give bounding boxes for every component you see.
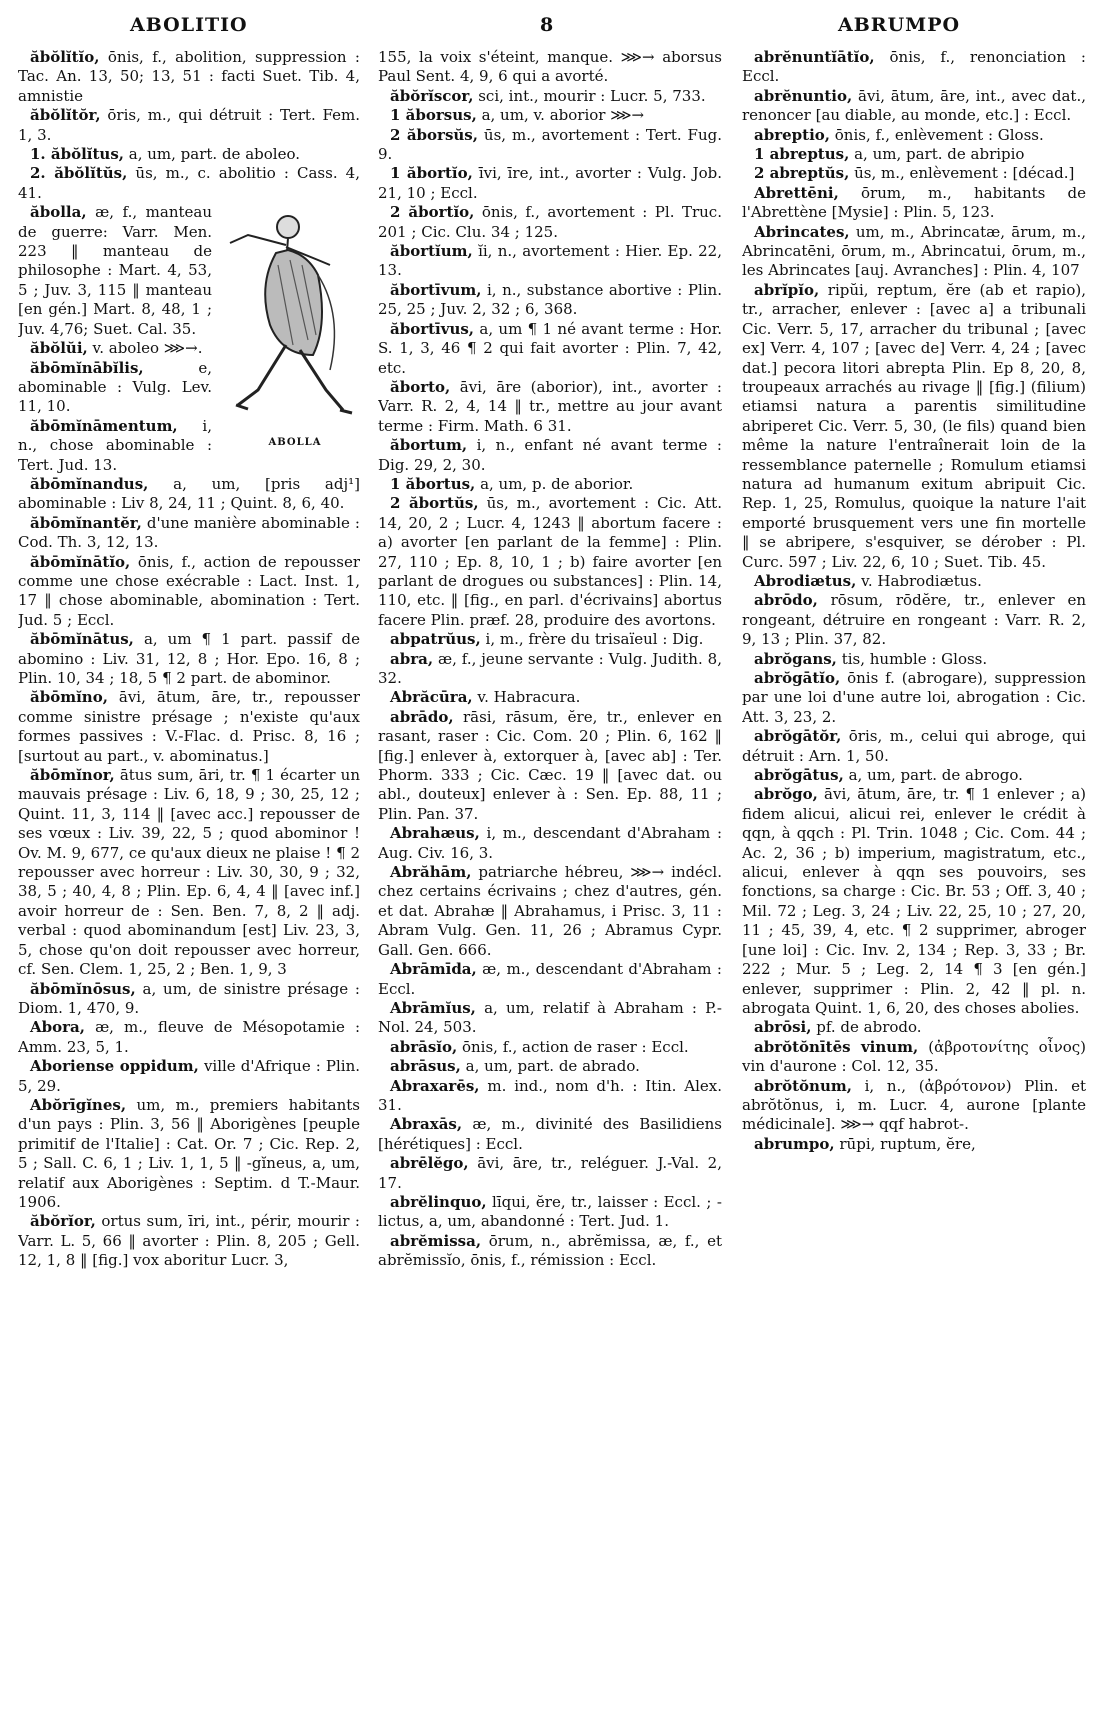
entry-headword: ăbōmĭnantĕr, xyxy=(30,513,142,532)
dictionary-entry xyxy=(378,242,722,281)
entry-definition: ūs, m., avortement : Tert. Fug. 9. xyxy=(378,125,722,164)
entry-headword: Abrāmīda, xyxy=(390,960,477,979)
dictionary-entry xyxy=(378,475,722,494)
entry-definition: ōnis, f., renonciation : Eccl. xyxy=(742,48,1086,86)
entry-definition: ville d'Afrique : Plin. 5, 29. xyxy=(18,1057,360,1095)
entry-definition: æ, m., descendant d'Abraham : Eccl. xyxy=(378,960,722,998)
entry-definition: ōnis, f., action de raser : Eccl. xyxy=(461,1037,689,1056)
entry-headword: abrāsus, xyxy=(390,1057,461,1076)
entry-definition: m. ind., nom d'h. : Itin. Alex. 31. xyxy=(378,1076,722,1114)
entry-headword: abrŏtŏnītēs vinum, xyxy=(754,1037,919,1056)
abolla-figure xyxy=(218,205,360,453)
entry-definition: æ, f., jeune servante : Vulg. Judith. 8, 32. xyxy=(378,649,722,687)
entry-headword: Abraxarēs, xyxy=(390,1076,480,1095)
dictionary-entry xyxy=(18,145,360,164)
entry-headword: ăbōmĭnābĭlis, xyxy=(30,358,144,377)
entry-definition: i, n., chose abominable : Tert. Jud. 13. xyxy=(18,416,212,474)
dictionary-entry xyxy=(742,126,1086,145)
entry-headword: Abrincates, xyxy=(754,222,850,241)
entry-definition: ūs, m., enlèvement : [décad.] xyxy=(854,164,1075,183)
entry-definition: um, m., Abrincatæ, ārum, m., Abrincatēni, ōrum, m., Abrincatui, ōrum, m., les Abrincates [auj. Avranches] : Plin. 4, 107 xyxy=(742,222,1086,280)
entry-definition: i, n., enfant né avant terme : Dig. 29, 2, 30. xyxy=(378,436,722,474)
entry-definition: um, m., premiers habitants d'un pays : Plin. 3, 56 ‖ Aborigènes [peuple primitif de l'Italie] : Cat. Or. 7 ; Cic. Rep. 2, 5 ; Sall. C. 6, 1 ; Liv. 1, 1, 5 ‖ -gĭneus, a, um, relatif aux Aborigènes : Septim. d T.-Maur. 1906. xyxy=(18,1095,360,1211)
dictionary-entry xyxy=(18,475,360,514)
dictionary-entry xyxy=(742,48,1086,87)
entry-headword: 1 abreptus, xyxy=(754,145,850,164)
dictionary-entry xyxy=(742,727,1086,766)
entry-headword: Abrettēni, xyxy=(754,183,839,202)
column-2 xyxy=(378,48,722,1728)
entry-definition: v. Habracura. xyxy=(477,688,581,707)
entry-definition: ōris, m., qui détruit : Tert. Fem. 1, 3. xyxy=(18,106,360,144)
dictionary-entry xyxy=(742,1018,1086,1037)
entry-definition: ōnis, f., abolition, suppression : Tac. An. 13, 50; 13, 51 : facti Suet. Tib. 4, amnistie xyxy=(18,48,360,105)
dictionary-entry xyxy=(378,688,722,707)
entry-headword: ăbōmĭnōsus, xyxy=(30,979,136,998)
entry-definition: sci, int., mourir : Lucr. 5, 733. xyxy=(478,86,706,105)
entry-headword: abrŏgātĭo, xyxy=(754,669,841,687)
entry-definition: a, um ¶ 1 part. passif de abomino : Liv. 31, 12, 8 ; Hor. Epo. 16, 8 ; Plin. 10, 34 ; 18, 5 ¶ 2 part. de abominor. xyxy=(18,630,360,687)
entry-headword: abreptio, xyxy=(754,125,830,144)
dictionary-entry xyxy=(378,630,722,649)
entry-headword: abrōsi, xyxy=(754,1018,812,1037)
dictionary-entry xyxy=(378,1038,722,1057)
entry-headword: abrumpo, xyxy=(754,1134,835,1153)
dictionary-entry xyxy=(378,164,722,203)
entry-definition: ōris, m., celui qui abroge, qui détruit : Arn. 1, 50. xyxy=(742,727,1086,765)
entry-definition: līqui, ĕre, tr., laisser : Eccl. ; -lictus, a, um, abandonné : Tert. Jud. 1. xyxy=(378,1192,722,1231)
entry-definition: æ, m., fleuve de Mésopotamie : Amm. 23, 5, 1. xyxy=(18,1018,360,1056)
entry-definition: ortus sum, īri, int., périr, mourir : Varr. L. 5, 66 ‖ avorter : Plin. 8, 205 ; Gell. 12, 1, 8 ‖ [fig.] vox aboritur Lucr. 3, xyxy=(18,1212,360,1270)
dictionary-entry xyxy=(742,669,1086,727)
entry-headword: ăbortīvus, xyxy=(390,319,475,338)
entry-headword: Abora, xyxy=(30,1018,85,1037)
dictionary-entry xyxy=(742,145,1086,164)
entry-definition: a, um, part. de abripio xyxy=(854,145,1025,164)
dictionary-entry xyxy=(378,48,722,87)
entry-headword: ăbōmĭnātĭo, xyxy=(30,552,131,571)
dictionary-entry xyxy=(378,378,722,436)
page-header xyxy=(0,10,1100,44)
dictionary-entry xyxy=(378,1115,722,1154)
entry-headword: 2 ăbortĭo, xyxy=(390,203,475,222)
entry-headword: abrĭpĭo, xyxy=(754,280,820,299)
entry-headword: abpatrŭus, xyxy=(390,630,481,649)
entry-headword: abra, xyxy=(390,649,434,668)
entry-definition: ōnis f. (abrogare), suppression par une loi d'une autre loi, abrogation : Cic. Att. 3, 23, 2. xyxy=(742,669,1086,726)
entry-definition: a, um, part. de abrado. xyxy=(465,1057,640,1076)
entry-headword: 1. ăbŏlĭtus, xyxy=(30,145,124,164)
entry-definition: (ἀβροτονίτης οἶνος) vin d'aurone : Col. 12, 35. xyxy=(742,1037,1086,1076)
dictionary-entry xyxy=(378,708,722,824)
entry-definition: ripŭi, reptum, ĕre (ab et rapio), tr., arracher, enlever : [avec a] a tribunali Cic. Verr. 5, 17, arracher du tribunal ; [avec ex] Verr. 4, 107 ; [avec de] Verr. 4, 24 ; [avec dat.] pecora litori abrepta Plin. Ep 8, 20, 8, troupeaux arrachés au rivage ‖ [fig.] (filium) etiamsi natura a parentis similitudine abriperet Cic. Verr. 5, 30, (le fils) quand bien même la nature l'entraînerait loin de la ressemblance paternelle ; Romulum etiamsi natura ad humanum exitum abripuit Cic. Rep. 1, 25, Romulus, quoique la nature l'ait emporté brusquement vers une fin mortelle ‖ se abripere, s'esquiver, se dérober : Pl. Curc. 597 ; Liv. 22, 6, 10 ; Suet. Tib. 45. xyxy=(742,280,1086,571)
entry-definition: a, um, [pris adj¹] abominable : Liv 8, 24, 11 ; Quint. 8, 6, 40. xyxy=(18,474,360,513)
entry-definition: d'une manière abominable : Cod. Th. 3, 12, 13. xyxy=(18,513,360,552)
entry-definition: a, um, part. de abrogo. xyxy=(848,766,1023,785)
dictionary-entry xyxy=(742,1038,1086,1077)
dictionary-entry xyxy=(742,184,1086,223)
entry-headword: ăbolla, xyxy=(30,203,87,222)
entry-definition: e, abominable : Vulg. Lev. 11, 10. xyxy=(18,358,212,416)
dictionary-entry xyxy=(742,785,1086,1018)
page-number: 8 xyxy=(540,14,555,36)
entry-headword: ăbortīvum, xyxy=(390,280,482,299)
entry-headword: Aboriense oppidum, xyxy=(30,1057,199,1076)
entry-headword: Abrahæus, xyxy=(390,824,480,843)
entry-definition: rāsi, rāsum, ĕre, tr., enlever en rasant, raser : Cic. Com. 20 ; Plin. 6, 162 ‖ [fig.] enlever à, extorquer à, [avec ab] : Ter. Phorm. 333 ; Cic. Cæc. 19 ‖ [avec dat. ou abl., douteux] enlever à : Sen. Ep. 88, 11 ; Plin. Pan. 37. xyxy=(378,707,722,823)
entry-definition: a, um, v. aborior ⋙→ xyxy=(481,106,645,125)
entry-definition: īvi, īre, int., avorter : Vulg. Job. 21, 10 ; Eccl. xyxy=(378,164,722,202)
entry-definition: æ, f., manteau de guerre: Varr. Men. 223 ‖ manteau de philosophe : Mart. 4, 53, 5 ; Juv. 3, 115 ‖ manteau [en gén.] Mart. 8, 48, 1 ; Juv. 4,76; Suet. Cal. 35. xyxy=(18,203,212,338)
dictionary-entry xyxy=(378,863,722,960)
entry-headword: ăbŏrĭscor, xyxy=(390,86,474,105)
entry-definition: āvi, ātum, āre, int., avec dat., renoncer [au diable, au monde, etc.] : Eccl. xyxy=(742,86,1086,125)
entry-headword: abrōdo, xyxy=(754,591,818,610)
entry-definition: a, um, part. de aboleo. xyxy=(128,145,300,164)
dictionary-entry xyxy=(18,553,360,631)
entry-headword: abrāsĭo, xyxy=(390,1037,458,1056)
dictionary-entry xyxy=(378,960,722,999)
entry-definition: rūpi, ruptum, ĕre, xyxy=(839,1134,976,1153)
dictionary-entry xyxy=(18,688,360,766)
column-1 xyxy=(18,48,360,1728)
column-3 xyxy=(742,48,1086,1728)
entry-definition: æ, m., divinité des Basilidiens [hérétiques] : Eccl. xyxy=(378,1115,722,1153)
entry-definition: i, m., frère du trisaïeul : Dig. xyxy=(485,630,704,649)
entry-headword: ăbōmĭnor, xyxy=(30,766,115,785)
entry-headword: 2 ăbortŭs, xyxy=(390,494,479,513)
dictionary-entry xyxy=(378,106,722,125)
entry-headword: 2 abreptŭs, xyxy=(754,164,850,183)
entry-definition: patriarche hébreu, ⋙→ indécl. chez certains écrivains ; chez d'autres, gén. et dat. Abrahæ ‖ Abrahamus, i Prisc. 3, 11 : Abram Vulg. Gen. 11, 26 ; Abramus Cypr. Gall. Gen. 666. xyxy=(378,863,722,959)
entry-definition: rōsum, rōdĕre, tr., enlever en rongeant, détruire en rongeant : Varr. R. 2, 9, 13 ; Plin. 37, 82. xyxy=(742,591,1086,649)
entry-definition: ūs, m., avortement : Cic. Att. 14, 20, 2 ; Lucr. 4, 1243 ‖ abortum facere : a) avorter [en parlant de la femme] : Plin. 27, 110 ; Ep. 8, 10, 1 ; b) faire avorter [en parlant de drogues ou substances] : Plin. 14, 110, etc. ‖ [fig., en parl. d'écrivains] abortus facere Plin. præf. 28, produire des avortons. xyxy=(378,494,722,629)
entry-headword: abrĕmissa, xyxy=(390,1231,482,1250)
entry-headword: ăbōmĭno, xyxy=(30,688,108,707)
entry-definition: a, um, relatif à Abraham : P.-Nol. 24, 503. xyxy=(378,998,722,1037)
dictionary-entry xyxy=(18,514,360,553)
entry-definition: āvi, ātum, āre, tr. ¶ 1 enlever ; a) fidem alicui, alicui rei, enlever le crédit à qqn, à qqch : Pl. Trin. 1048 ; Cic. Com. 44 ; Ac. 2, 36 ; b) imperium, magistratum, etc., alicui, enlever à qqn ses pouvoirs, ses fonctions, sa charge : Cic. Br. 53 ; Off. 3, 40 ; Mil. 72 ; Leg. 3, 24 ; Liv. 22, 25, 10 ; 27, 20, 11 ; 45, 39, 4, etc. ¶ 2 supprimer, abroger [une loi] : Cic. Inv. 2, 134 ; Rep. 3, 33 ; Br. 222 ; Mur. 5 ; Leg. 2, 14 ¶ 3 [en gén.] enlever, supprimer : Plin. 2, 42 ‖ pl. n. abrogata Quint. 1, 6, 20, des choses abolies. xyxy=(742,785,1086,1017)
dictionary-entry xyxy=(18,1096,360,1212)
entry-headword: ăbŏlĭtŏr, xyxy=(30,106,101,125)
dictionary-entry xyxy=(378,1193,722,1232)
entry-headword: ăbŏlĭtĭo, xyxy=(30,48,100,66)
dictionary-entry xyxy=(378,320,722,378)
dictionary-entry xyxy=(18,164,360,203)
dictionary-entry xyxy=(18,630,360,688)
entry-headword: ăbŏlŭi, xyxy=(30,339,88,358)
entry-headword: abrādo, xyxy=(390,707,454,726)
entry-definition: ōrum, n., abrĕmissa, æ, f., et abrĕmissĭo, ōnis, f., rémission : Eccl. xyxy=(378,1231,722,1270)
entry-definition: i, m., descendant d'Abraham : Aug. Civ. 16, 3. xyxy=(378,824,722,862)
dictionary-entry xyxy=(378,1057,722,1076)
dictionary-entry xyxy=(18,980,360,1019)
entry-definition: ūs, m., c. abolitio : Cass. 4, 41. xyxy=(18,164,360,202)
entry-headword: abrēlĕgo, xyxy=(390,1154,469,1173)
entry-headword: ăbōmĭnandus, xyxy=(30,474,149,493)
entry-definition: i, n., (ἀβρότονον) Plin. et abrŏtŏnus, i, m. Lucr. 4, aurone [plante médicinale]. ⋙→ qqf habrot-. xyxy=(742,1076,1086,1134)
entry-definition: āvi, āre (aborior), int., avorter : Varr. R. 2, 4, 14 ‖ tr., mettre au jour avant terme : Firm. Math. 6 31. xyxy=(378,377,722,435)
entry-headword: ăborto, xyxy=(390,377,451,396)
dictionary-entry xyxy=(378,1232,722,1271)
entry-definition: a, um ¶ 1 né avant terme : Hor. S. 1, 3, 46 ¶ 2 qui fait avorter : Plin. 7, 42, etc. xyxy=(378,319,722,377)
entry-headword: Abrăhām, xyxy=(390,863,472,882)
entry-definition: ĭi, n., avortement : Hier. Ep. 22, 13. xyxy=(378,242,722,280)
entry-headword: 1 ăbortĭo, xyxy=(390,164,473,183)
dictionary-entry xyxy=(18,106,360,145)
entry-headword: ăbortĭum, xyxy=(390,242,473,261)
entry-definition: ōnis, f., enlèvement : Gloss. xyxy=(834,125,1044,144)
entry-definition: 155, la voix s'éteint, manque. ⋙→ aborsus Paul Sent. 4, 9, 6 qui a avorté. xyxy=(378,48,722,86)
entry-headword: abrŏgātus, xyxy=(754,766,844,785)
entry-headword: Abrăcūra, xyxy=(390,688,473,707)
dictionary-entry xyxy=(18,1212,360,1270)
dictionary-entry xyxy=(378,203,722,242)
abolla-illustration-icon xyxy=(218,205,360,433)
entry-headword: 2. ăbŏlĭtŭs, xyxy=(30,164,128,183)
entry-headword: Abŏrīgĭnes, xyxy=(30,1095,127,1114)
dictionary-entry xyxy=(742,87,1086,126)
entry-headword: ăbōmĭnāmentum, xyxy=(30,416,178,435)
dictionary-entry xyxy=(378,1154,722,1193)
entry-headword: abrŏgātŏr, xyxy=(754,727,842,746)
entry-headword: ăbŏrĭor, xyxy=(30,1212,96,1231)
entry-definition: ātus sum, āri, tr. ¶ 1 écarter un mauvais présage : Liv. 6, 18, 9 ; 30, 25, 12 ; Quint. 11, 3, 114 ‖ [avec acc.] repousser de ses vœux : Liv. 39, 22, 5 ; quod abominor ! Ov. M. 9, 677, ce qu'aux dieux ne plaise ! ¶ 2 repousser avec horreur : Liv. 30, 30, 9 ; 32, 38, 5 ; 40, 4, 8 ; Plin. Ep. 6, 4, 4 ‖ [avec inf.] avoir horreur de : Sen. Ben. 7, 8, 2 ‖ adj. verbal : quod abominandum [est] Liv. 23, 3, 5, chose qu'on doit repousser avec horreur, cf. Sen. Clem. 1, 25, 2 ; Ben. 1, 9, 3 xyxy=(18,766,360,979)
entry-definition: āvi, āre, tr., reléguer. J.-Val. 2, 17. xyxy=(378,1154,722,1192)
entry-definition: a, um, de sinistre présage : Diom. 1, 470, 9. xyxy=(18,979,360,1017)
entry-headword: Abrāmĭus, xyxy=(390,998,476,1017)
entry-definition: pf. de abrodo. xyxy=(816,1018,922,1037)
figure-caption: ABOLLA xyxy=(268,437,322,449)
dictionary-entry xyxy=(742,281,1086,572)
entry-headword: abrĕnuntĭātĭo, xyxy=(754,48,875,66)
dictionary-entry xyxy=(742,650,1086,669)
header-right-guideword: ABRUMPO xyxy=(838,14,961,36)
entry-headword: ăbortum, xyxy=(390,436,468,455)
dictionary-entry xyxy=(742,164,1086,183)
entry-headword: abrĕlinquo, xyxy=(390,1192,487,1211)
dictionary-entry xyxy=(378,126,722,165)
entry-definition: ōnis, f., avortement : Pl. Truc. 201 ; Cic. Clu. 34 ; 125. xyxy=(378,203,722,241)
dictionary-entry xyxy=(742,766,1086,785)
dictionary-entry xyxy=(742,591,1086,649)
header-left-guideword: ABOLITIO xyxy=(130,14,248,36)
entry-headword: abrŏtŏnum, xyxy=(754,1076,852,1095)
entry-headword: 2 ăborsŭs, xyxy=(390,125,478,144)
dictionary-entry xyxy=(742,1077,1086,1135)
dictionary-entry xyxy=(378,999,722,1038)
dictionary-entry xyxy=(742,572,1086,591)
dictionary-entry xyxy=(378,650,722,689)
entry-headword: 1 ăborsus, xyxy=(390,106,477,125)
entry-headword: abrŏgo, xyxy=(754,785,818,804)
dictionary-entry xyxy=(378,87,722,106)
entry-definition: ōnis, f., action de repousser comme une chose exécrable : Lact. Inst. 1, 17 ‖ chose abominable, abomination : Tert. Jud. 5 ; Eccl. xyxy=(18,552,360,629)
entry-definition: v. Habrodiætus. xyxy=(861,571,982,590)
entry-definition: v. aboleo ⋙→. xyxy=(92,339,203,358)
dictionary-entry xyxy=(742,223,1086,281)
entry-headword: abrŏgans, xyxy=(754,649,837,668)
dictionary-entry xyxy=(378,281,722,320)
entry-headword: abrĕnuntio, xyxy=(754,86,853,105)
entry-headword: Abrodiætus, xyxy=(754,571,857,590)
entry-headword: 1 ăbortus, xyxy=(390,474,476,493)
dictionary-entry xyxy=(18,48,360,106)
entry-headword: ăbōmĭnātus, xyxy=(30,630,134,649)
entry-headword: Abraxās, xyxy=(390,1115,463,1134)
entry-definition: a, um, p. de aborior. xyxy=(480,474,634,493)
entry-definition: ōrum, m., habitants de l'Abrettène [Mysie] : Plin. 5, 123. xyxy=(742,183,1086,222)
entry-definition: āvi, ātum, āre, tr., repousser comme sinistre présage ; n'existe qu'aux formes passives : V.-Flac. d. Prisc. 8, 16 ; [surtout au part., v. abominatus.] xyxy=(18,688,360,765)
dictionary-entry xyxy=(18,1018,360,1057)
dictionary-entry xyxy=(378,436,722,475)
entry-definition: tis, humble : Gloss. xyxy=(841,649,988,668)
dictionary-entry xyxy=(378,824,722,863)
dictionary-entry xyxy=(18,766,360,979)
dictionary-entry xyxy=(378,1077,722,1116)
dictionary-entry xyxy=(18,1057,360,1096)
entry-definition: i, n., substance abortive : Plin. 25, 25 ; Juv. 2, 32 ; 6, 368. xyxy=(378,280,722,319)
dictionary-entry xyxy=(378,494,722,630)
dictionary-entry xyxy=(742,1135,1086,1154)
